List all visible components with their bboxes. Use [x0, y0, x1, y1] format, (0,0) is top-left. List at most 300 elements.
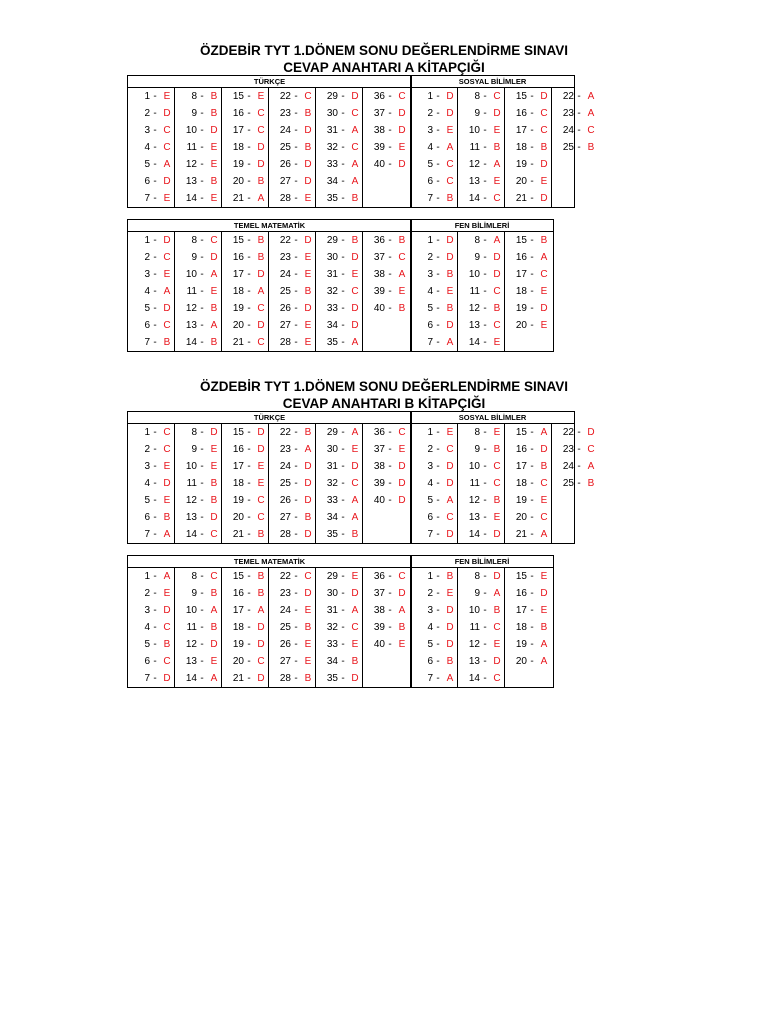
answer-cell	[222, 190, 269, 208]
answer-cell	[269, 105, 316, 122]
answer-cell	[316, 458, 363, 475]
answer-letter: D	[446, 320, 454, 331]
question-number: 40	[373, 495, 385, 506]
separator-dash: -	[200, 461, 204, 472]
table-row	[128, 334, 412, 352]
question-number: 10	[468, 269, 480, 280]
answer-cell	[269, 317, 316, 334]
answer-letter: A	[351, 176, 359, 187]
answer-cell	[175, 653, 222, 670]
answer-cell	[269, 568, 316, 586]
question-number: 9	[191, 108, 197, 119]
separator-dash: -	[436, 656, 440, 667]
answer-cell	[222, 492, 269, 509]
answer-cell	[222, 653, 269, 670]
separator-dash: -	[388, 588, 392, 599]
answer-letter: C	[257, 337, 265, 348]
question-number: 23	[562, 444, 574, 455]
separator-dash: -	[247, 176, 251, 187]
separator-dash: -	[530, 444, 534, 455]
question-number: 9	[191, 444, 197, 455]
answer-cell	[316, 636, 363, 653]
separator-dash: -	[436, 622, 440, 633]
question-number: 27	[279, 512, 291, 523]
answer-cell	[175, 458, 222, 475]
question-number: 16	[232, 588, 244, 599]
separator-dash: -	[200, 337, 204, 348]
question-number: 11	[186, 622, 197, 633]
question-number: 10	[185, 461, 197, 472]
question-number: 24	[279, 125, 291, 136]
separator-dash: -	[200, 444, 204, 455]
empty-cell	[552, 173, 575, 190]
question-number: 1	[427, 571, 433, 582]
section-title: SOSYAL BİLİMLER	[411, 412, 575, 424]
answer-cell	[363, 585, 412, 602]
answer-letter: E	[210, 461, 218, 472]
answer-cell	[458, 232, 505, 250]
answer-letter: B	[304, 512, 312, 523]
answer-cell	[269, 300, 316, 317]
answer-letter: A	[540, 656, 548, 667]
answer-cell	[363, 139, 412, 156]
separator-dash: -	[341, 252, 345, 263]
question-number: 35	[326, 337, 338, 348]
empty-cell	[505, 334, 554, 352]
separator-dash: -	[483, 605, 487, 616]
answer-letter: E	[257, 91, 265, 102]
question-number: 11	[186, 478, 197, 489]
answer-letter: D	[210, 639, 218, 650]
separator-dash: -	[294, 461, 298, 472]
separator-dash: -	[153, 235, 157, 246]
separator-dash: -	[247, 605, 251, 616]
answer-cell	[128, 173, 175, 190]
separator-dash: -	[436, 673, 440, 684]
separator-dash: -	[483, 142, 487, 153]
question-number: 37	[373, 252, 385, 263]
answer-letter: D	[540, 91, 548, 102]
separator-dash: -	[200, 269, 204, 280]
answer-letter: C	[163, 427, 171, 438]
question-number: 5	[144, 303, 150, 314]
table-row	[411, 266, 554, 283]
question-number: 17	[232, 269, 244, 280]
answer-letter: D	[540, 193, 548, 204]
question-number: 14	[468, 193, 480, 204]
separator-dash: -	[294, 142, 298, 153]
question-number: 9	[191, 252, 197, 263]
separator-dash: -	[436, 286, 440, 297]
separator-dash: -	[247, 673, 251, 684]
question-number: 16	[515, 108, 527, 119]
question-number: 15	[515, 235, 527, 246]
answer-letter: B	[398, 303, 406, 314]
answer-cell	[222, 441, 269, 458]
separator-dash: -	[436, 269, 440, 280]
fen-a-table	[410, 219, 554, 352]
separator-dash: -	[483, 478, 487, 489]
question-number: 28	[279, 193, 291, 204]
answer-cell	[411, 88, 458, 106]
answer-letter: A	[163, 571, 171, 582]
separator-dash: -	[294, 286, 298, 297]
answer-cell	[269, 492, 316, 509]
answer-cell	[458, 249, 505, 266]
answer-letter: E	[163, 269, 171, 280]
question-number: 1	[427, 235, 433, 246]
table-row	[128, 619, 412, 636]
separator-dash: -	[483, 495, 487, 506]
answer-cell	[128, 568, 175, 586]
separator-dash: -	[341, 639, 345, 650]
answer-letter: B	[210, 588, 218, 599]
answer-letter: E	[446, 588, 454, 599]
answer-letter: D	[304, 461, 312, 472]
separator-dash: -	[294, 673, 298, 684]
answer-letter: B	[163, 512, 171, 523]
question-number: 14	[468, 529, 480, 540]
separator-dash: -	[530, 588, 534, 599]
answer-letter: D	[257, 159, 265, 170]
separator-dash: -	[294, 478, 298, 489]
separator-dash: -	[200, 286, 204, 297]
question-number: 5	[144, 159, 150, 170]
answer-cell	[128, 122, 175, 139]
separator-dash: -	[436, 303, 440, 314]
separator-dash: -	[200, 159, 204, 170]
separator-dash: -	[200, 108, 204, 119]
question-number: 1	[144, 91, 150, 102]
question-number: 15	[515, 91, 527, 102]
answer-letter: C	[398, 427, 406, 438]
answer-cell	[269, 173, 316, 190]
question-number: 9	[474, 444, 480, 455]
answer-cell	[269, 334, 316, 352]
answer-cell	[269, 458, 316, 475]
answer-letter: E	[304, 639, 312, 650]
answer-cell	[316, 317, 363, 334]
question-number: 13	[468, 656, 480, 667]
answer-letter: B	[210, 108, 218, 119]
separator-dash: -	[341, 427, 345, 438]
answer-cell	[269, 602, 316, 619]
question-number: 16	[232, 444, 244, 455]
question-number: 3	[427, 461, 433, 472]
separator-dash: -	[483, 622, 487, 633]
answer-cell	[458, 317, 505, 334]
question-number: 24	[562, 461, 574, 472]
answer-letter: C	[351, 108, 359, 119]
answer-letter: B	[257, 588, 265, 599]
separator-dash: -	[341, 125, 345, 136]
question-number: 33	[326, 639, 338, 650]
answer-letter: D	[257, 444, 265, 455]
separator-dash: -	[153, 512, 157, 523]
answer-cell	[269, 509, 316, 526]
table-row	[411, 509, 575, 526]
answer-letter: B	[446, 193, 454, 204]
separator-dash: -	[530, 193, 534, 204]
question-number: 36	[373, 427, 385, 438]
question-number: 17	[515, 125, 527, 136]
answer-letter: D	[304, 235, 312, 246]
separator-dash: -	[483, 512, 487, 523]
question-number: 3	[144, 269, 150, 280]
question-number: 22	[279, 91, 291, 102]
separator-dash: -	[247, 193, 251, 204]
question-number: 32	[326, 142, 338, 153]
booklet-a-subtitle: CEVAP ANAHTARI A KİTAPÇIĞI	[283, 60, 485, 75]
question-number: 24	[279, 605, 291, 616]
separator-dash: -	[153, 427, 157, 438]
answer-cell	[411, 249, 458, 266]
question-number: 15	[232, 235, 244, 246]
separator-dash: -	[341, 235, 345, 246]
question-number: 16	[515, 588, 527, 599]
separator-dash: -	[153, 656, 157, 667]
answer-cell	[363, 266, 412, 283]
question-number: 40	[373, 639, 385, 650]
question-number: 2	[144, 444, 150, 455]
answer-cell	[175, 122, 222, 139]
question-number: 20	[232, 656, 244, 667]
answer-cell	[505, 636, 554, 653]
answer-letter: C	[351, 142, 359, 153]
answer-letter: A	[257, 286, 265, 297]
separator-dash: -	[200, 512, 204, 523]
separator-dash: -	[200, 125, 204, 136]
question-number: 31	[326, 125, 338, 136]
answer-letter: D	[257, 142, 265, 153]
table-row	[128, 266, 412, 283]
question-number: 9	[191, 588, 197, 599]
separator-dash: -	[530, 91, 534, 102]
separator-dash: -	[483, 235, 487, 246]
answer-cell	[411, 424, 458, 442]
separator-dash: -	[341, 108, 345, 119]
answer-letter: D	[493, 269, 501, 280]
table-row	[411, 122, 575, 139]
answer-cell	[222, 283, 269, 300]
question-number: 26	[279, 639, 291, 650]
table-row	[411, 300, 554, 317]
answer-letter: D	[210, 512, 218, 523]
question-number: 5	[427, 159, 433, 170]
question-number: 7	[144, 193, 150, 204]
answer-cell	[505, 266, 554, 283]
question-number: 12	[468, 639, 480, 650]
separator-dash: -	[436, 461, 440, 472]
answer-letter: D	[398, 159, 406, 170]
answer-cell	[128, 458, 175, 475]
answer-cell	[175, 88, 222, 106]
question-number: 10	[185, 269, 197, 280]
question-number: 35	[326, 529, 338, 540]
separator-dash: -	[388, 286, 392, 297]
question-number: 20	[515, 656, 527, 667]
question-number: 35	[326, 193, 338, 204]
table-row	[128, 139, 412, 156]
answer-letter: A	[540, 252, 548, 263]
answer-cell	[411, 300, 458, 317]
answer-letter: D	[398, 125, 406, 136]
answer-cell	[175, 300, 222, 317]
answer-cell	[316, 492, 363, 509]
answer-cell	[269, 122, 316, 139]
answer-letter: B	[540, 142, 548, 153]
answer-cell	[411, 190, 458, 208]
answer-letter: E	[351, 444, 359, 455]
separator-dash: -	[341, 320, 345, 331]
answer-cell	[411, 334, 458, 352]
answer-cell	[175, 173, 222, 190]
answer-cell	[269, 249, 316, 266]
answer-cell	[458, 602, 505, 619]
answer-letter: B	[446, 571, 454, 582]
separator-dash: -	[294, 512, 298, 523]
answer-letter: A	[210, 320, 218, 331]
answer-letter: E	[304, 252, 312, 263]
answer-letter: B	[351, 656, 359, 667]
answer-cell	[175, 636, 222, 653]
question-number: 16	[232, 108, 244, 119]
empty-cell	[505, 670, 554, 688]
answer-cell	[175, 526, 222, 544]
question-number: 34	[326, 176, 338, 187]
answer-letter: D	[493, 571, 501, 582]
question-number: 2	[144, 252, 150, 263]
answer-letter: C	[163, 320, 171, 331]
answer-letter: C	[304, 571, 312, 582]
separator-dash: -	[388, 108, 392, 119]
answer-cell	[505, 526, 552, 544]
answer-cell	[175, 139, 222, 156]
answer-letter: C	[304, 91, 312, 102]
answer-cell	[222, 670, 269, 688]
question-number: 19	[515, 639, 527, 650]
question-number: 39	[373, 286, 385, 297]
separator-dash: -	[388, 427, 392, 438]
answer-cell	[411, 585, 458, 602]
separator-dash: -	[577, 461, 581, 472]
answer-cell	[552, 475, 595, 492]
question-number: 9	[474, 588, 480, 599]
separator-dash: -	[153, 269, 157, 280]
question-number: 11	[469, 142, 480, 153]
separator-dash: -	[247, 478, 251, 489]
answer-cell	[411, 105, 458, 122]
separator-dash: -	[483, 444, 487, 455]
question-number: 22	[279, 571, 291, 582]
answer-letter: B	[493, 142, 501, 153]
answer-letter: E	[540, 286, 548, 297]
answer-letter: D	[540, 159, 548, 170]
answer-cell	[363, 88, 412, 106]
answer-cell	[269, 441, 316, 458]
answer-cell	[458, 458, 505, 475]
answer-cell	[222, 585, 269, 602]
answer-letter: E	[540, 495, 548, 506]
question-number: 18	[515, 478, 527, 489]
separator-dash: -	[530, 108, 534, 119]
separator-dash: -	[341, 571, 345, 582]
separator-dash: -	[200, 320, 204, 331]
separator-dash: -	[436, 108, 440, 119]
question-number: 13	[468, 320, 480, 331]
answer-cell	[128, 266, 175, 283]
separator-dash: -	[483, 252, 487, 263]
question-number: 15	[515, 427, 527, 438]
answer-letter: D	[163, 478, 171, 489]
separator-dash: -	[341, 176, 345, 187]
answer-cell	[316, 173, 363, 190]
answer-letter: A	[540, 639, 548, 650]
separator-dash: -	[341, 478, 345, 489]
separator-dash: -	[388, 91, 392, 102]
table-row	[411, 232, 554, 250]
question-number: 25	[562, 142, 574, 153]
separator-dash: -	[483, 193, 487, 204]
answer-letter: C	[493, 320, 501, 331]
answer-cell	[175, 424, 222, 442]
answer-letter: D	[398, 478, 406, 489]
answer-cell	[458, 568, 505, 586]
question-number: 8	[191, 571, 197, 582]
answer-letter: A	[163, 286, 171, 297]
answer-cell	[175, 334, 222, 352]
question-number: 5	[144, 495, 150, 506]
question-number: 21	[232, 193, 244, 204]
question-number: 39	[373, 478, 385, 489]
question-number: 20	[515, 512, 527, 523]
question-number: 14	[468, 337, 480, 348]
answer-letter: D	[304, 495, 312, 506]
separator-dash: -	[530, 303, 534, 314]
table-row	[411, 190, 575, 208]
answer-cell	[458, 173, 505, 190]
question-number: 3	[144, 605, 150, 616]
table-row	[411, 139, 575, 156]
separator-dash: -	[247, 427, 251, 438]
separator-dash: -	[530, 639, 534, 650]
table-row	[411, 88, 575, 106]
question-number: 20	[515, 320, 527, 331]
answer-cell	[458, 670, 505, 688]
separator-dash: -	[294, 605, 298, 616]
separator-dash: -	[530, 495, 534, 506]
question-number: 28	[279, 529, 291, 540]
table-row	[411, 619, 554, 636]
answer-cell	[269, 139, 316, 156]
separator-dash: -	[294, 622, 298, 633]
answer-letter: D	[163, 108, 171, 119]
separator-dash: -	[341, 588, 345, 599]
separator-dash: -	[153, 193, 157, 204]
separator-dash: -	[436, 639, 440, 650]
question-number: 21	[232, 529, 244, 540]
answer-letter: B	[304, 286, 312, 297]
answer-cell	[222, 300, 269, 317]
answer-letter: C	[398, 571, 406, 582]
answer-cell	[175, 509, 222, 526]
answer-letter: E	[493, 512, 501, 523]
separator-dash: -	[294, 588, 298, 599]
answer-letter: D	[304, 588, 312, 599]
separator-dash: -	[388, 461, 392, 472]
answer-letter: B	[493, 444, 501, 455]
question-number: 4	[427, 142, 433, 153]
